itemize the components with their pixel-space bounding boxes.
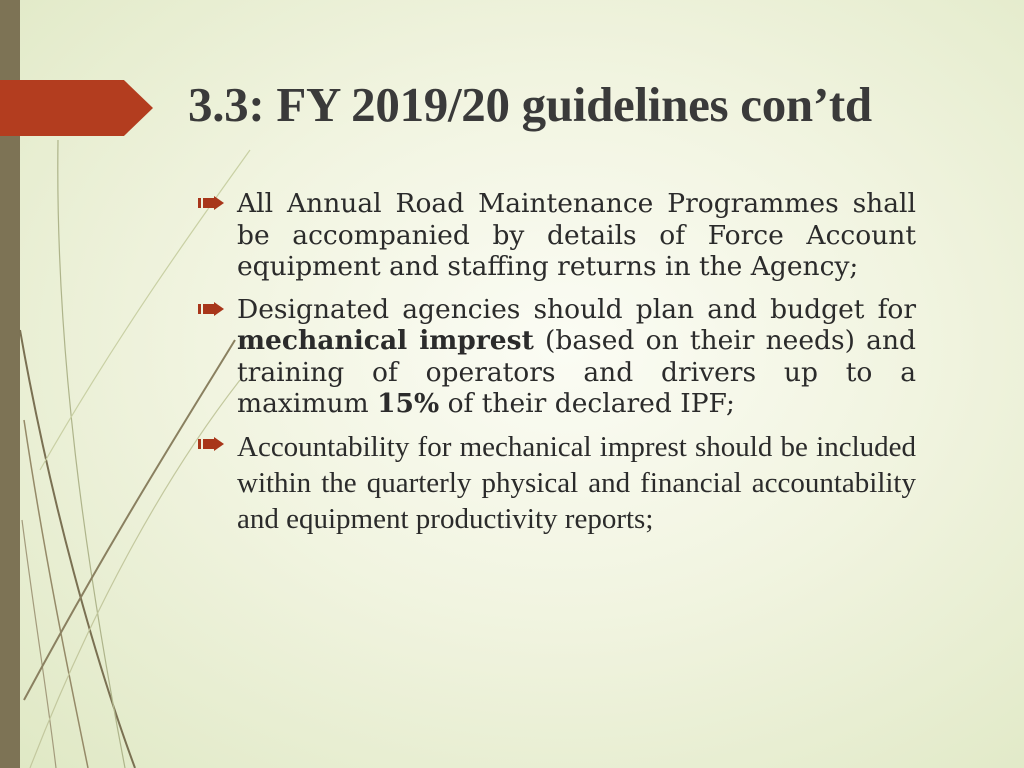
bullet-text-part: of their declared IPF;	[439, 388, 735, 419]
arrow-bullet-icon	[198, 302, 224, 316]
bullet-list	[198, 188, 916, 548]
bullet-text	[237, 294, 916, 420]
bullet-item	[198, 429, 916, 537]
bullet-text: Accountability for mechanical imprest should be included within the quarterly physical and financial accountability and equipment productivity reports;	[237, 430, 916, 535]
bullet-item	[198, 188, 916, 283]
bold-term: mechanical imprest	[237, 325, 534, 356]
slide-title: 3.3: FY 2019/20 guidelines con’td	[188, 77, 872, 132]
bullet-text-part: (based on their needs) and training of operators and drivers up to a maximum	[237, 325, 916, 419]
arrow-bullet-icon	[198, 196, 224, 210]
bullet-text: All Annual Road Maintenance Programmes shall be accompanied by details of Force Account equipment and staffing returns in the Agency;	[237, 188, 916, 282]
title-accent-tab	[0, 80, 153, 136]
bullet-text-part: Designated agencies should plan and budget for	[237, 293, 916, 325]
arrow-bullet-icon	[198, 437, 224, 451]
bullet-item	[198, 294, 916, 420]
bold-percentage: 15%	[377, 388, 440, 419]
